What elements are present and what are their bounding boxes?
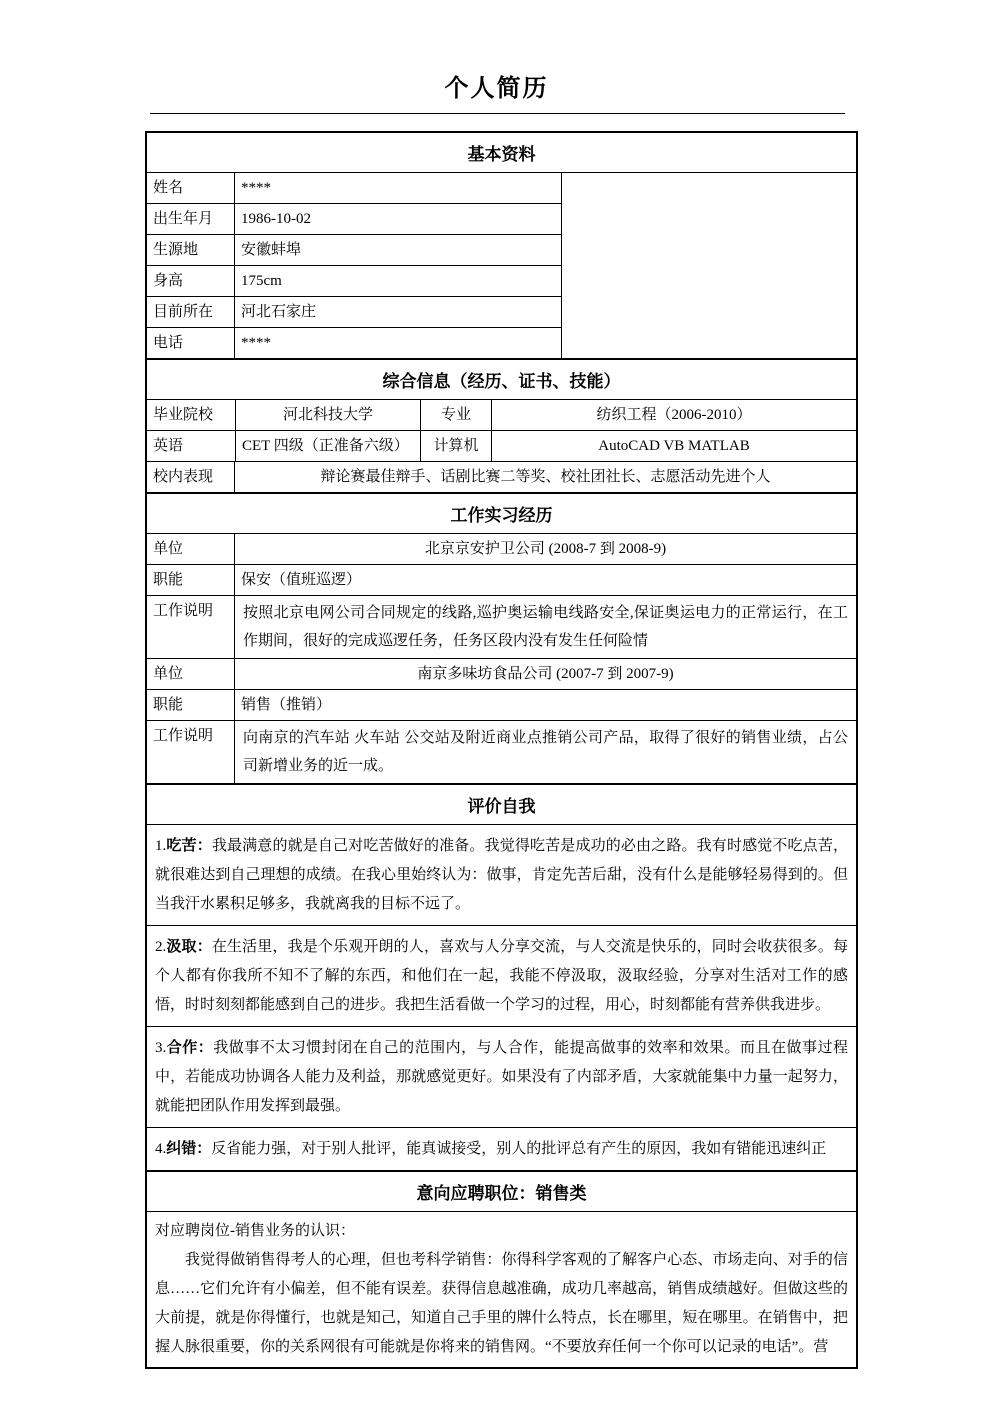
item2-text: 在生活里，我是个乐观开朗的人，喜欢与人分享交流，与人交流是快乐的，同时会收获很多。每个人都有你我所不知不了解的东西，和他们在一起，我能不停汲取，汲取经验，分享对生活对工作的感悟，时时刻刻都能感到自己的进步。我把生活看做一个学习的过程，用心，时刻都能有营养供我进步。: [155, 939, 848, 1013]
resume-table: [145, 131, 858, 1369]
section-header-basic: 基本资料: [467, 145, 536, 164]
height-label: 身高: [147, 266, 235, 296]
height-value: 175cm: [241, 273, 282, 289]
computer-value: AutoCAD VB MATLAB: [491, 431, 856, 461]
job2-unit-value: 南京多味坊食品公司 (2007-7 到 2007-9): [417, 666, 674, 682]
self-eval-item-4: [147, 1127, 856, 1170]
origin-value: 安徽蚌埠: [241, 242, 302, 258]
table-row-english-computer: [147, 430, 856, 461]
job1-role-label: 职能: [147, 565, 235, 595]
english-label: 英语: [153, 438, 184, 454]
item4-term: 纠错：: [166, 1140, 212, 1157]
school-value: 河北科技大学: [235, 400, 420, 430]
job1-unit-value: 北京京安护卫公司 (2008-7 到 2008-9): [424, 541, 667, 557]
item2-term: 汲取：: [166, 938, 212, 955]
major-label: 专业: [420, 400, 491, 430]
job1-unit-label: 单位: [147, 534, 235, 564]
job1-desc-value: 按照北京电网公司合同规定的线路,巡护奥运输电线路安全,保证奥运电力的正常运行，在工作期间，很好的完成巡逻任务，任务区段内没有发生任何险情: [243, 605, 848, 649]
english-value: CET 四级（正准备六级）: [235, 431, 420, 461]
title-underline: [150, 113, 845, 114]
job2-desc-label: 工作说明: [147, 721, 235, 783]
origin-label: 生源地: [147, 235, 235, 265]
table-row-job2-desc: [147, 720, 856, 783]
job2-role-value: 销售（推销）: [241, 697, 332, 713]
intention-block: [147, 1211, 856, 1367]
item4-text: 反省能力强，对于别人批评，能真诚接受，别人的批评总有产生的原因，我如有错能迅速纠正: [211, 1141, 827, 1157]
section-header-work: 工作实习经历: [147, 492, 856, 533]
phone-value: ****: [241, 335, 271, 351]
self-eval-item-2: [147, 925, 856, 1026]
basic-info-rows: [147, 173, 561, 358]
location-value: 河北石家庄: [241, 304, 317, 320]
item1-number: 1.: [155, 838, 167, 854]
item4-number: 4.: [155, 1141, 167, 1157]
item1-text: 我最满意的就是自己对吃苦做好的准备。我觉得吃苦是成功的必由之路。我有时感觉不吃点苦，就很难达到自己理想的成绩。在我心里始终认为：做事，肯定先苦后甜，没有什么是能够轻易得到的。但当我汗水累积足够多，我就离我的目标不远了。: [155, 838, 848, 912]
table-row-job2-role: [147, 689, 856, 720]
name-label: 姓名: [147, 173, 235, 203]
birthdate-value: 1986-10-02: [241, 211, 311, 227]
campus-performance-value: 辩论赛最佳辩手、话剧比赛二等奖、校社团社长、志愿活动先进个人: [320, 469, 771, 485]
job2-role-label: 职能: [147, 690, 235, 720]
intention-intro: 对应聘岗位-销售业务的认识：: [155, 1223, 355, 1239]
computer-label: 计算机: [420, 431, 491, 461]
item3-text: 我做事不太习惯封闭在自己的范围内，与人合作，能提高做事的效率和效果。而且在做事过程中，若能成功协调各人能力及利益，那就感觉更好。如果没有了内部矛盾，大家就能集中力量一起努力，就能把团队作用发挥到最强。: [155, 1040, 848, 1114]
item1-term: 吃苦：: [166, 837, 212, 854]
intention-body: 我觉得做销售得考人的心理，但也考科学销售：你得科学客观的了解客户心态、市场走向、对手的信息……它们允许有小偏差，但不能有误差。获得信息越准确，成功几率越高，销售成绩越好。但做这些的大前提，就是你得懂行，也就是知己，知道自己手里的牌什么特点，长在哪里，短在哪里。在销售中，把握人脉很重要，你的关系网很有可能就是你将来的销售网。“不要放弃任何一个你可以记录的电话”。营: [155, 1252, 848, 1355]
item3-number: 3.: [155, 1040, 167, 1056]
location-label: 目前所在: [147, 297, 235, 327]
item2-number: 2.: [155, 939, 167, 955]
name-value: ****: [241, 180, 271, 196]
photo-placeholder: [561, 173, 856, 358]
job1-role-value: 保安（值班巡逻）: [241, 572, 362, 588]
table-row-origin: [147, 234, 561, 265]
item3-term: 合作：: [166, 1039, 214, 1056]
table-row-birthdate: [147, 203, 561, 234]
table-row-phone: [147, 327, 561, 358]
job2-unit-label: 单位: [147, 659, 235, 689]
table-row-height: [147, 265, 561, 296]
job1-desc-label: 工作说明: [147, 596, 235, 658]
section-header-self-eval: 评价自我: [147, 783, 856, 824]
table-row-name: [147, 173, 561, 203]
self-eval-item-3: [147, 1026, 856, 1127]
birthdate-label: 出生年月: [147, 204, 235, 234]
page-title: 个人简历: [444, 75, 549, 102]
major-value: 纺织工程（2006-2010）: [491, 400, 856, 430]
table-row-school-major: [147, 399, 856, 430]
table-row-job1-role: [147, 564, 856, 595]
phone-label: 电话: [147, 328, 235, 358]
table-row-job1-desc: [147, 595, 856, 658]
section-header-intention: 意向应聘职位：销售类: [147, 1170, 856, 1211]
self-eval-item-1: [147, 824, 856, 925]
section-header-comprehensive: 综合信息（经历、证书、技能）: [147, 358, 856, 399]
table-row-job1-unit: [147, 533, 856, 564]
table-row-job2-unit: [147, 658, 856, 689]
table-row-campus-performance: [147, 461, 856, 492]
job2-desc-value: 向南京的汽车站 火车站 公交站及附近商业点推销公司产品，取得了很好的销售业绩，占公司新增业务的近一成。: [243, 730, 848, 774]
campus-performance-label: 校内表现: [147, 462, 235, 492]
school-label: 毕业院校: [153, 407, 214, 423]
table-row-location: [147, 296, 561, 327]
basic-info-block: [147, 172, 856, 358]
